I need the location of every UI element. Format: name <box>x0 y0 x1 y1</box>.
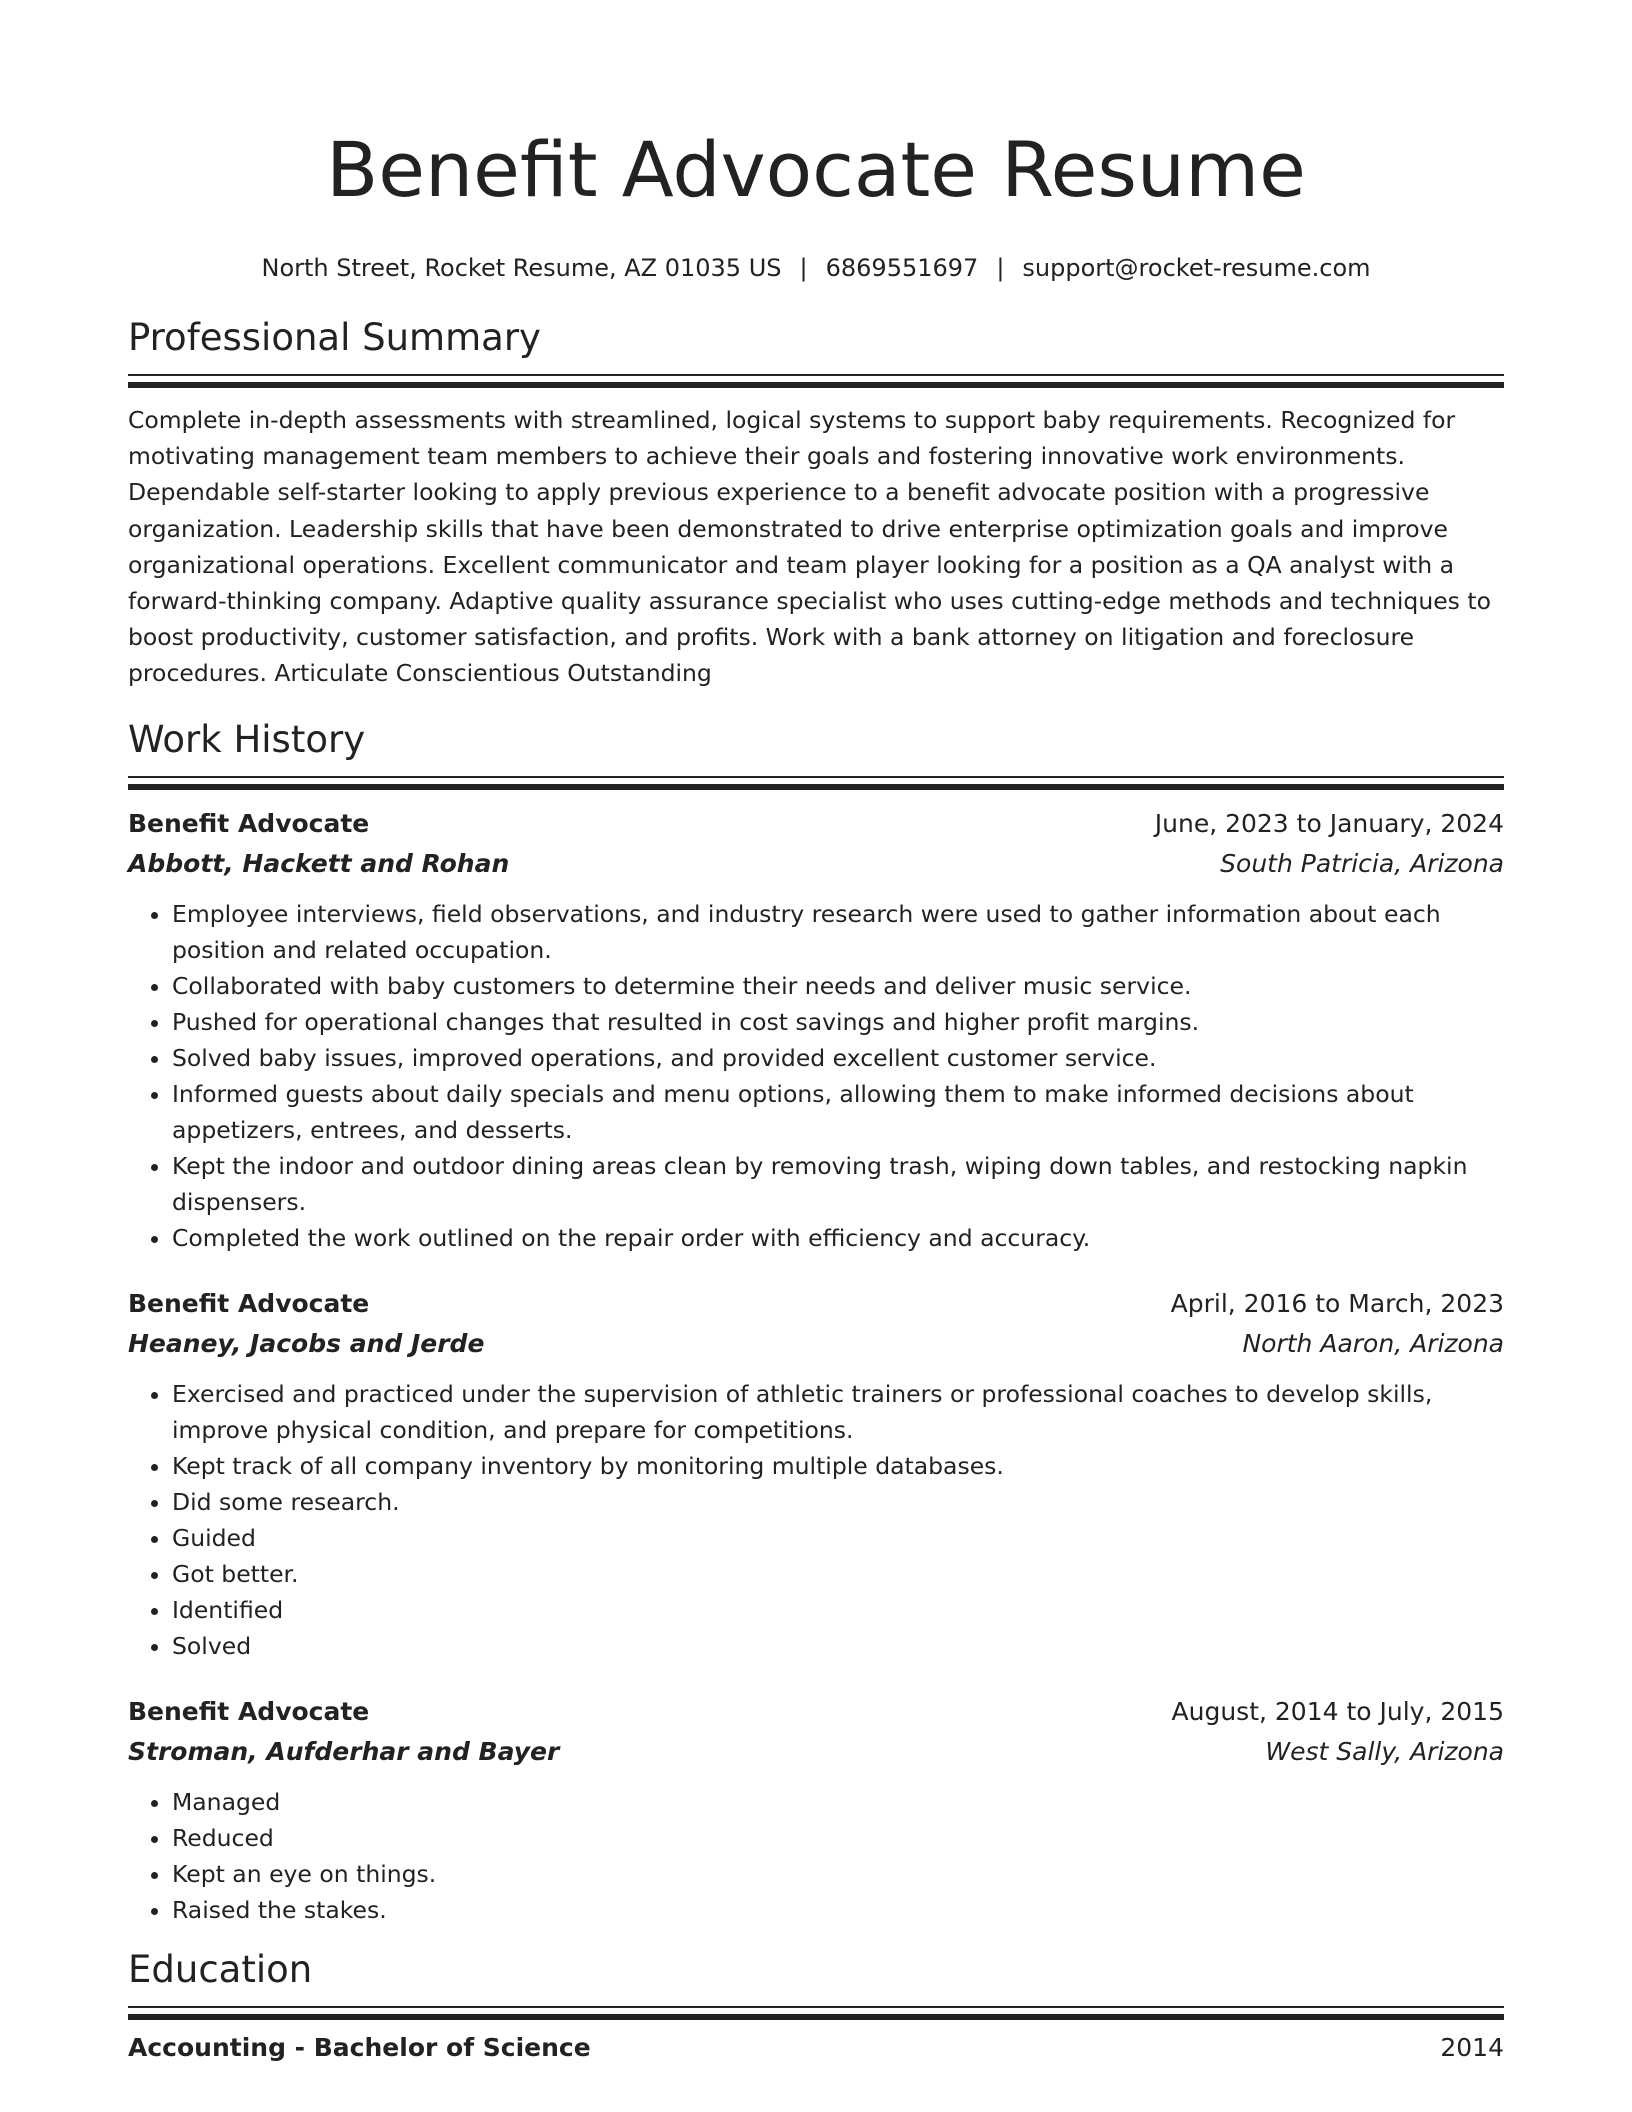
job-bullet: • Solved <box>172 1628 1504 1664</box>
job-bullet: • Guided <box>172 1520 1504 1556</box>
job-header-row <box>128 1284 1504 1324</box>
education-section <box>128 1946 1504 2068</box>
section-divider <box>128 374 1504 388</box>
job-bullet: • Completed the work outlined on the repair order with efficiency and accuracy. <box>172 1220 1504 1256</box>
job-entry <box>128 804 1504 1256</box>
education-heading: Education <box>128 1947 313 1991</box>
job-dates: August, 2014 to July, 2015 <box>1171 1696 1504 1726</box>
job-bullet: • Kept an eye on things. <box>172 1856 1504 1892</box>
work-history-section <box>128 716 1504 1928</box>
education-year: 2014 <box>1440 2032 1504 2062</box>
job-dates: April, 2016 to March, 2023 <box>1170 1288 1504 1318</box>
job-company: Abbott, Hackett and Rohan <box>128 848 510 878</box>
contact-separator: | <box>799 254 808 282</box>
job-title: Benefit Advocate <box>128 808 370 838</box>
job-bullet: • Raised the stakes. <box>172 1892 1504 1928</box>
summary-text: Complete in-depth assessments with streamlined, logical systems to support baby requirements. Recognized for motivating management team members to achieve their goals and fostering innovative work environments. Dependable self-starter looking to apply previous experience to a benefit advocate position with a progressive organization. Leadership skills that have been demonstrated to drive enterprise optimization goals and improve organizational operations. Excellent communicator and team player looking for a position as a QA analyst with a forward-thinking company. Adaptive quality assurance specialist who uses cutting-edge methods and techniques to boost productivity, customer satisfaction, and profits. Work with a bank attorney on litigation and foreclosure procedures. Articulate Conscientious Outstanding <box>128 406 1491 688</box>
job-company: Stroman, Aufderhar and Bayer <box>128 1736 560 1766</box>
job-location: West Sally, Arizona <box>1265 1736 1504 1766</box>
job-company: Heaney, Jacobs and Jerde <box>128 1328 485 1358</box>
contact-address: North Street, Rocket Resume, AZ 01035 US <box>261 254 782 282</box>
job-bullet-list <box>128 1376 1504 1664</box>
job-bullet: • Managed <box>172 1784 1504 1820</box>
job-bullet: • Did some research. <box>172 1484 1504 1520</box>
resume-title: Benefit Advocate Resume <box>326 125 1306 214</box>
contact-email: support@rocket-resume.com <box>1022 254 1371 282</box>
job-bullet: • Pushed for operational changes that resulted in cost savings and higher profit margins. <box>172 1004 1504 1040</box>
job-entry <box>128 1692 1504 1928</box>
job-bullet: • Solved baby issues, improved operations, and provided excellent customer service. <box>172 1040 1504 1076</box>
contact-separator: | <box>996 254 1005 282</box>
job-bullet: • Identified <box>172 1592 1504 1628</box>
job-title: Benefit Advocate <box>128 1288 370 1318</box>
contact-line <box>128 252 1504 284</box>
job-bullet: • Got better. <box>172 1556 1504 1592</box>
job-bullet: • Reduced <box>172 1820 1504 1856</box>
education-degree: Accounting - Bachelor of Science <box>128 2032 591 2062</box>
job-bullet-list <box>128 896 1504 1256</box>
job-company-row <box>128 1324 1504 1364</box>
job-bullet: • Informed guests about daily specials and menu options, allowing them to make informed decisions about appetizers, entrees, and desserts. <box>172 1076 1504 1148</box>
job-bullet: • Kept the indoor and outdoor dining areas clean by removing trash, wiping down tables, and restocking napkin dispensers. <box>172 1148 1504 1220</box>
job-company-row <box>128 844 1504 884</box>
contact-phone: 6869551697 <box>825 254 979 282</box>
education-entry <box>128 2028 1504 2068</box>
work-history-heading: Work History <box>128 717 366 761</box>
job-bullet: • Kept track of all company inventory by monitoring multiple databases. <box>172 1448 1504 1484</box>
job-header-row <box>128 804 1504 844</box>
section-divider <box>128 2006 1504 2020</box>
job-bullet: • Employee interviews, field observations, and industry research were used to gather information about each position and related occupation. <box>172 896 1504 968</box>
job-entry <box>128 1284 1504 1664</box>
job-company-row <box>128 1732 1504 1772</box>
job-bullet: • Collaborated with baby customers to determine their needs and deliver music service. <box>172 968 1504 1004</box>
section-divider <box>128 776 1504 790</box>
summary-heading: Professional Summary <box>128 316 541 359</box>
summary-section <box>128 314 1504 692</box>
job-location: North Aaron, Arizona <box>1242 1328 1504 1358</box>
job-header-row <box>128 1692 1504 1732</box>
job-dates: June, 2023 to January, 2024 <box>1154 808 1504 838</box>
job-location: South Patricia, Arizona <box>1220 848 1504 878</box>
job-bullet-list <box>128 1784 1504 1928</box>
job-title: Benefit Advocate <box>128 1696 370 1726</box>
job-bullet: • Exercised and practiced under the supervision of athletic trainers or professional coaches to develop skills, improve physical condition, and prepare for competitions. <box>172 1376 1504 1448</box>
